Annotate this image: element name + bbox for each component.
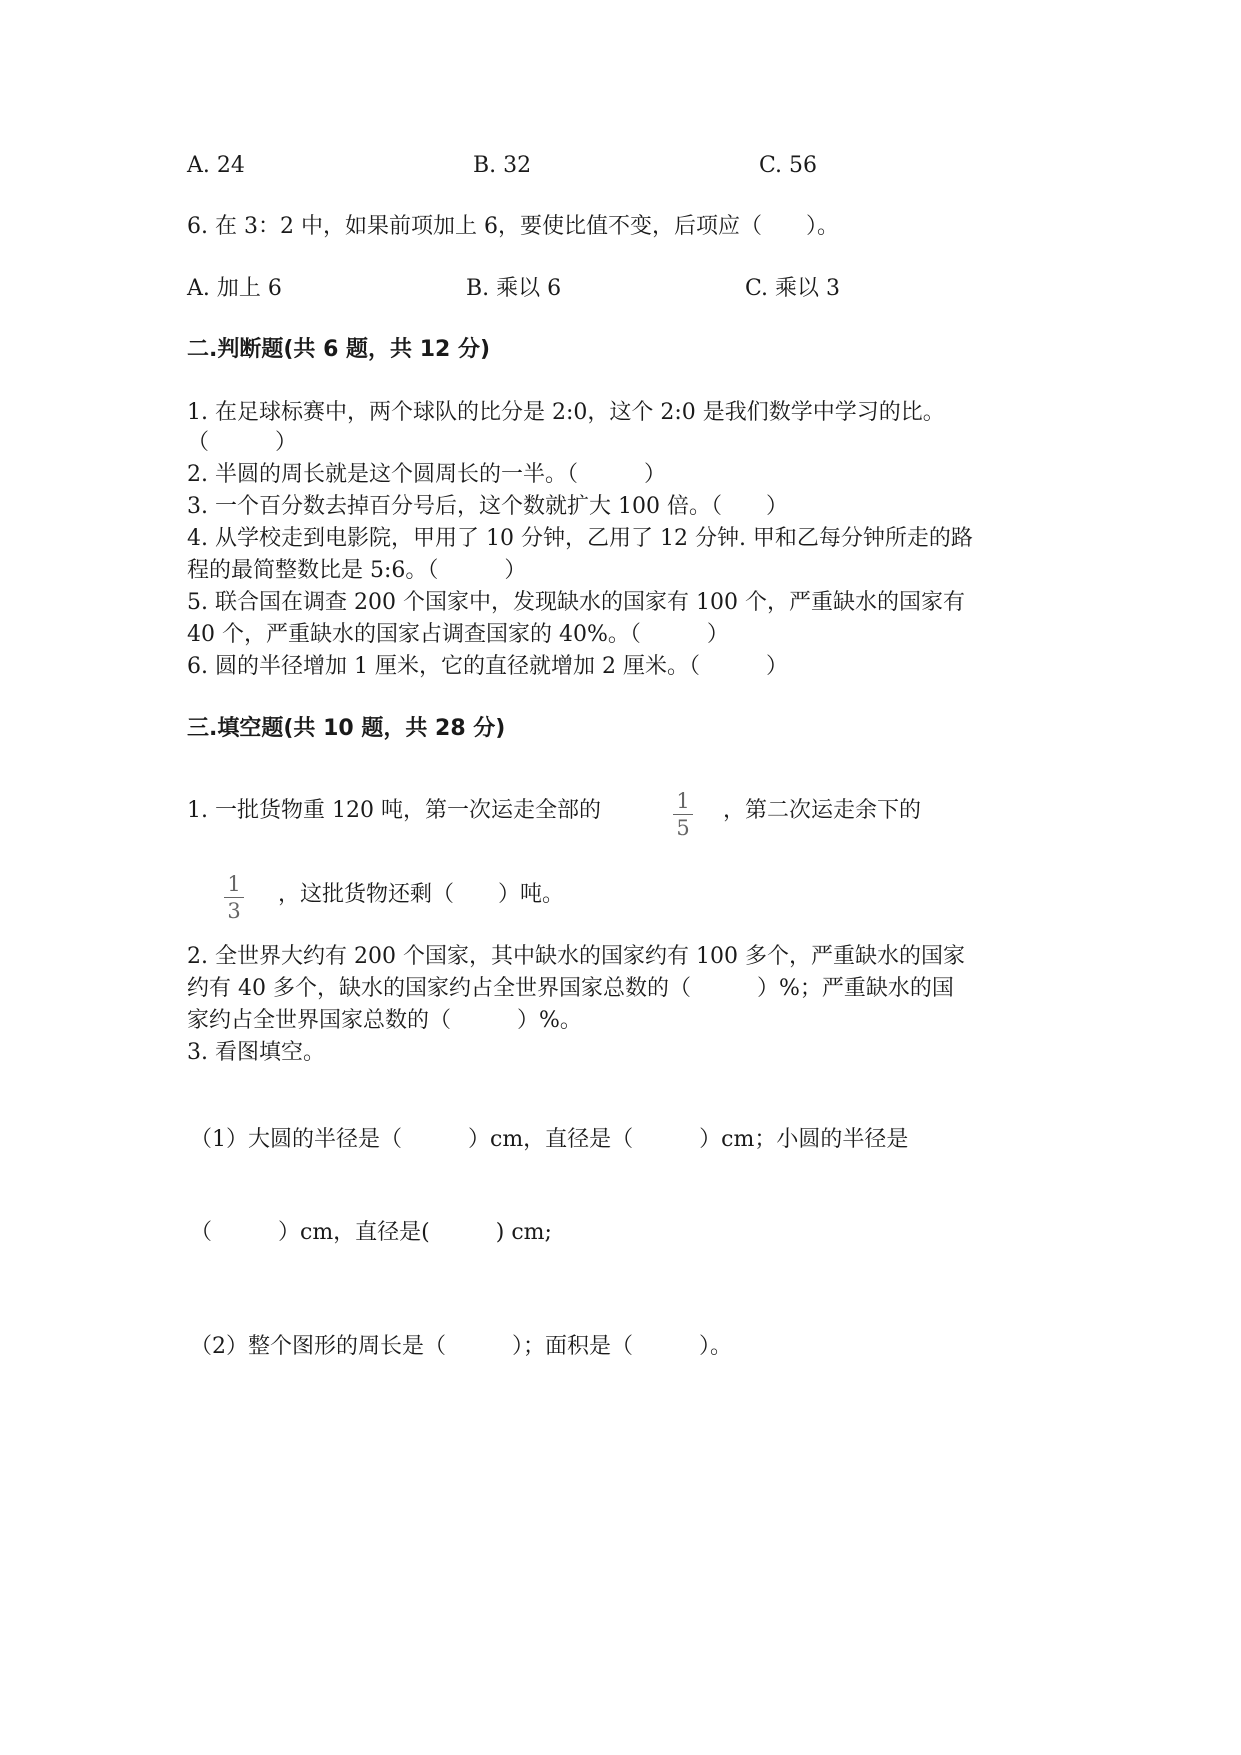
s3-q1-part3: ，这批货物还剩（ ）吨。 bbox=[278, 882, 565, 907]
q6-option-a: A. 加上 6 bbox=[187, 276, 282, 301]
q6-option-b: B. 乘以 6 bbox=[466, 276, 562, 301]
fraction-numerator: 1 bbox=[676, 789, 690, 813]
q6-option-c: C. 乘以 3 bbox=[745, 276, 841, 301]
s3-q2-line: 家约占全世界国家总数的（ ）%。 bbox=[187, 1008, 582, 1033]
section2-line: 4. 从学校走到电影院，甲用了 10 分钟，乙用了 12 分钟. 甲和乙每分钟所走的路 bbox=[187, 526, 973, 551]
q5-option-c: C. 56 bbox=[759, 153, 818, 178]
section2-line: 6. 圆的半径增加 1 厘米，它的直径就增加 2 厘米。（ ） bbox=[187, 654, 788, 679]
section2-heading: 二.判断题(共 6 题，共 12 分) bbox=[187, 337, 491, 362]
fraction-bar bbox=[673, 814, 693, 815]
fraction-bar bbox=[224, 897, 244, 898]
s3-q3-sub1-line2: （ ）cm，直径是( ) cm; bbox=[190, 1220, 552, 1245]
fraction-one-fifth bbox=[671, 790, 695, 839]
s3-q2-line: 约有 40 多个，缺水的国家约占全世界国家总数的（ ）%；严重缺水的国 bbox=[187, 976, 954, 1001]
section3-heading: 三.填空题(共 10 题，共 28 分) bbox=[187, 716, 506, 741]
fraction-one-third bbox=[222, 873, 246, 922]
s3-q2-line: 2. 全世界大约有 200 个国家，其中缺水的国家约有 100 多个，严重缺水的国家 bbox=[187, 944, 965, 969]
s3-q3: 3. 看图填空。 bbox=[187, 1040, 325, 1065]
q5-option-b: B. 32 bbox=[473, 153, 532, 178]
q5-option-a: A. 24 bbox=[187, 153, 245, 178]
fraction-denominator: 3 bbox=[227, 899, 241, 923]
section2-line: 40 个，严重缺水的国家占调查国家的 40%。（ ） bbox=[187, 622, 729, 647]
section2-line: 3. 一个百分数去掉百分号后，这个数就扩大 100 倍。（ ） bbox=[187, 494, 788, 519]
section2-line: 5. 联合国在调查 200 个国家中，发现缺水的国家有 100 个，严重缺水的国家有 bbox=[187, 590, 965, 615]
section2-line: 2. 半圆的周长就是这个圆周长的一半。（ ） bbox=[187, 462, 666, 487]
section2-line: 程的最简整数比是 5:6。（ ） bbox=[187, 558, 527, 583]
s3-q3-sub2: （2）整个图形的周长是（ ）；面积是（ ）。 bbox=[190, 1334, 732, 1359]
q6-stem: 6. 在 3：2 中，如果前项加上 6，要使比值不变，后项应（ ）。 bbox=[187, 214, 839, 239]
s3-q1-part2: ，第二次运走余下的 bbox=[723, 798, 922, 823]
fraction-numerator: 1 bbox=[227, 872, 241, 896]
s3-q3-sub1-line1: （1）大圆的半径是（ ）cm，直径是（ ）cm；小圆的半径是 bbox=[190, 1127, 909, 1152]
s3-q1-part1: 1. 一批货物重 120 吨，第一次运走全部的 bbox=[187, 798, 601, 823]
fraction-denominator: 5 bbox=[676, 816, 690, 840]
section2-line: 1. 在足球标赛中，两个球队的比分是 2:0，这个 2:0 是我们数学中学习的比。 bbox=[187, 400, 945, 425]
section2-line: （ ） bbox=[187, 430, 298, 455]
